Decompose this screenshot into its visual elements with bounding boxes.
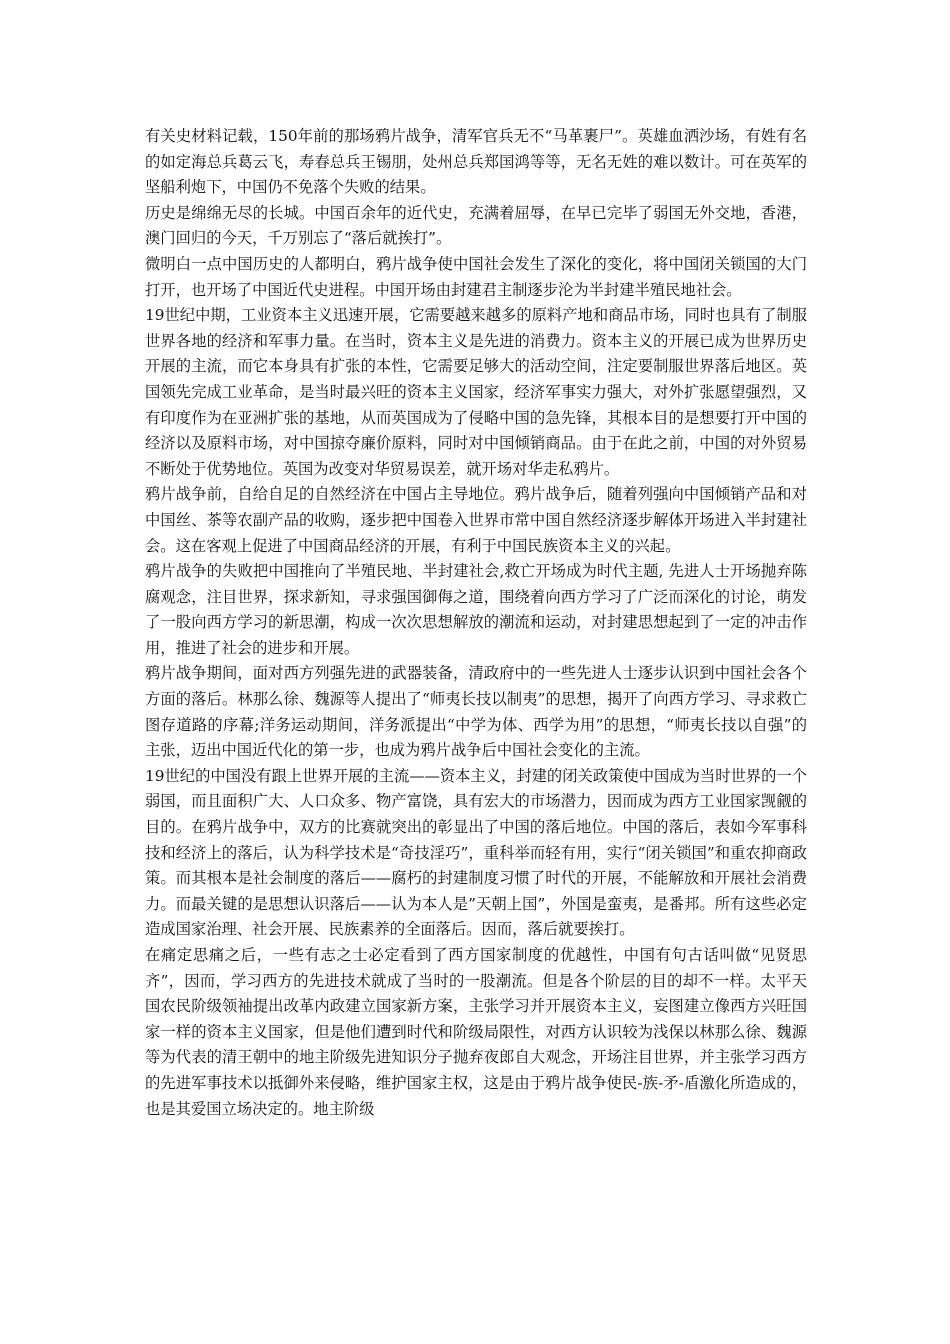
paragraph: 有关史材料记载，150年前的那场鸦片战争，清军官兵无不“马革裹尸”。英雄血洒沙场，有姓有名的如定海总兵葛云飞，寿春总兵王锡朋，处州总兵郑国鸿等等，无名无姓的难以数计。可在英军的坚船利炮下，中国仍不免落个失败的结果。 bbox=[145, 127, 807, 197]
document-body bbox=[145, 124, 807, 1122]
paragraph: 鸦片战争前，自给自足的自然经济在中国占主导地位。鸦片战争后，随着列强向中国倾销产品和对中国丝、茶等农副产品的收购，逐步把中国卷入世界市常中国自然经济逐步解体开场进入半封建社会。这在客观上促进了中国商品经济的开展，有利于中国民族资本主义的兴起。 bbox=[145, 485, 807, 555]
paragraph: 鸦片战争的失败把中国推向了半殖民地、半封建社会,救亡开场成为时代主题, 先进人士开场抛弃陈腐观念，注目世界，探求新知，寻求强国御侮之道，围绕着向西方学习了广泛而深化的讨论，萌发了一股向西方学习的新思潮，构成一次次思想解放的潮流和运动，对封建思想起到了一定的冲击作用，推进了社会的进步和开展。 bbox=[145, 562, 807, 657]
paragraph: 19世纪的中国没有跟上世界开展的主流——资本主义，封建的闭关政策使中国成为当时世界的一个弱国，而且面积广大、人口众多、物产富饶，具有宏大的市场潜力，因而成为西方工业国家觊觎的目的。在鸦片战争中，双方的比赛就突出的彰显出了中国的落后地位。中国的落后，表如今军事科技和经济上的落后，认为科学技术是“奇技淫巧”，重科举而轻有用，实行“闭关锁国”和重农抑商政策。而其根本是社会制度的落后——腐朽的封建制度习惯了时代的开展，不能解放和开展社会消费力。而最关键的是思想认识落后——认为本人是”天朝上国”，外国是蛮夷，是番邦。所有这些必定造成国家治理、社会开展、民族素养的全面落后。因而，落后就要挨打。 bbox=[145, 766, 807, 939]
paragraph: 在痛定思痛之后，一些有志之士必定看到了西方国家制度的优越性，中国有句古话叫做“见贤思齐”，因而，学习西方的先进技术就成了当时的一股潮流。但是各个阶层的目的却不一样。太平天国农民阶级领袖提出改革内政建立国家新方案，主张学习并开展资本主义，妄图建立像西方兴旺国家一样的资本主义国家，但是他们遭到时代和阶级局限性，对西方认识较为浅保以林那么徐、魏源等为代表的清王朝中的地主阶级先进知识分子抛弃夜郎自大观念，开场注目世界，并主张学习西方的先进军事技术以抵御外来侵略，维护国家主权，这是由于鸦片战争使民-族-矛-盾激化所造成的，也是其爱国立场决定的。地主阶级 bbox=[145, 946, 807, 1118]
paragraph: 鸦片战争期间，面对西方列强先进的武器装备，清政府中的一些先进人士逐步认识到中国社会各个方面的落后。林那么徐、魏源等人提出了“师夷长技以制夷”的思想，揭开了向西方学习、寻求救亡图存道路的序幕;洋务运动期间，洋务派提出“中学为体、西学为用”的思想，“师夷长技以自强”的主张，迈出中国近代化的第一步，也成为鸦片战争后中国社会变化的主流。 bbox=[145, 664, 807, 760]
paragraph: 微明白一点中国历史的人都明白，鸦片战争使中国社会发生了深化的变化，将中国闭关锁国的大门打开，也开场了中国近代史进程。中国开场由封建君主制逐步沦为半封建半殖民地社会。 bbox=[145, 254, 807, 299]
paragraph: 历史是绵绵无尽的长城。中国百余年的近代史，充满着屈辱，在早已完毕了弱国无外交地，香港，澳门回归的今天，千万别忘了“落后就挨打”。 bbox=[145, 203, 807, 248]
paragraph: 19世纪中期，工业资本主义迅速开展，它需要越来越多的原料产地和商品市场，同时也具有了制服世界各地的经济和军事力量。在当时，资本主义是先进的消费力。资本主义的开展已成为世界历史开展的主流，而它本身具有扩张的本性，它需要足够大的活动空间，注定要制服世界落后地区。英国领先完成工业革命，是当时最兴旺的资本主义国家，经济军事实力强大，对外扩张愿望强烈，又有印度作为在亚洲扩张的基地，从而英国成为了侵略中国的急先锋，其根本目的是想要打开中国的经济以及原料市场，对中国掠夺廉价原料，同时对中国倾销商品。由于在此之前，中国的对外贸易不断处于优势地位。英国为改变对华贸易误差，就开场对华走私鸦片。 bbox=[145, 306, 807, 478]
